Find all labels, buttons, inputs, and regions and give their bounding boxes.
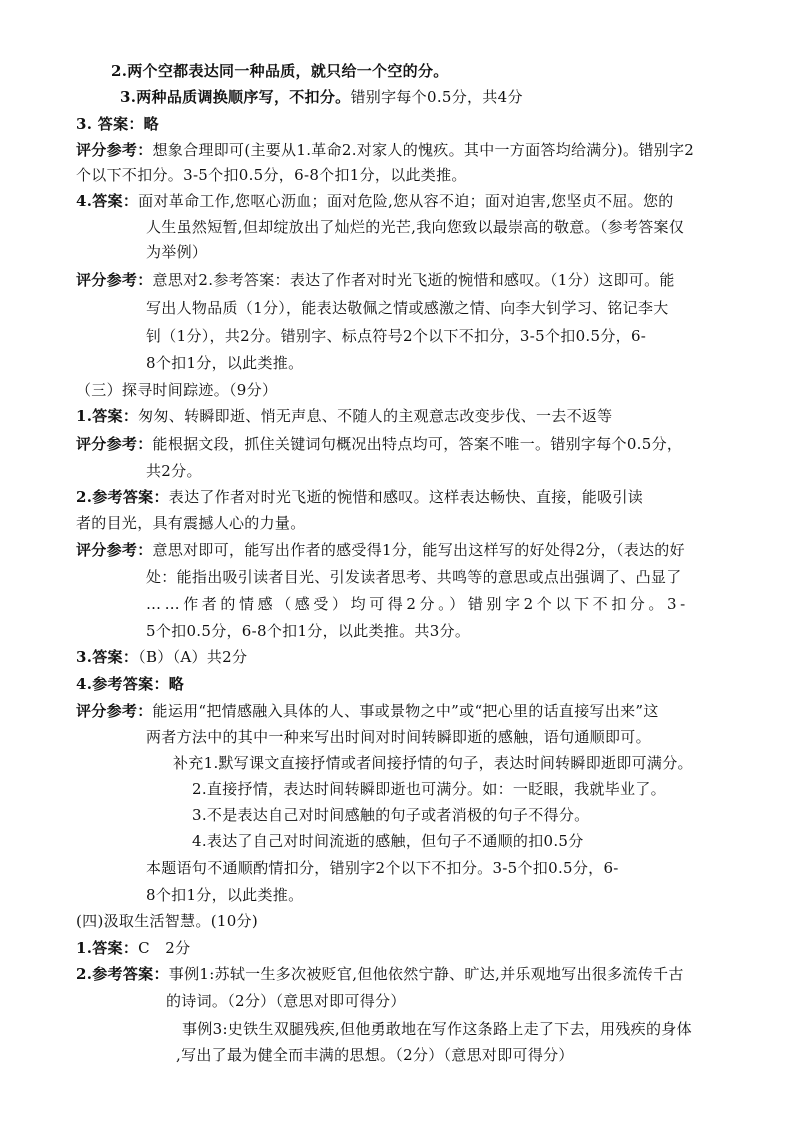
scoring-text: 想象合理即可(主要从1.革命2.对家人的愧疚。其中一方面答均给满分)。错别字2 <box>152 141 695 159</box>
grading-note-2: 2.两个空都表达同一种品质，就只给一个空的分。 <box>111 62 449 80</box>
q4-answer-line1 <box>76 191 674 211</box>
q3-answer: 3. 答案：略 <box>76 115 159 133</box>
s3-q4-scoring-line2: 两者方法中的其中一种来写出时间对时间转瞬即逝的感触，语句通顺即可。 <box>146 728 651 746</box>
q4-scoring-line1 <box>76 270 675 290</box>
answer-label: 2.参考答案： <box>76 965 169 983</box>
scoring-text: 意思对即可，能写出作者的感受得1分，能写出这样写的好处得2分，（表达的好 <box>152 541 685 559</box>
answer-label: 3.答案： <box>76 648 139 666</box>
s3-q1-answer <box>76 406 612 426</box>
s4-q2-example3-line2: ,写出了最为健全而丰满的思想。（2分）（意思对即可得分） <box>176 1046 574 1064</box>
s4-q1-answer <box>76 938 190 958</box>
supplement-note-line1: 本题语句不通顺酌情扣分，错别字2个以下不扣分。3-5个扣0.5分，6- <box>146 859 619 877</box>
q4-answer-line2: 人生虽然短暂,但却绽放出了灿烂的光芒,我向您致以最崇高的敬意。（参考答案仅 <box>146 218 685 236</box>
q3-scoring-line2: 个以下不扣分。3-5个扣0.5分，6-8个扣1分，以此类推。 <box>76 166 467 184</box>
s3-q4-scoring-line1 <box>76 701 659 721</box>
section-4-heading: (四)汲取生活智慧。(10分) <box>76 912 258 930</box>
s3-q3-answer <box>76 647 247 667</box>
scoring-label: 评分参考： <box>76 541 153 559</box>
answer-label: 1.答案： <box>76 939 139 957</box>
scoring-label: 评分参考： <box>76 702 153 720</box>
grading-note-3 <box>120 87 523 107</box>
scoring-text: 能根据文段，抓住关键词句概况出特点均可，答案不唯一。错别字每个0.5分， <box>152 435 683 453</box>
s3-q2-scoring-line4: 5个扣0.5分，6-8个扣1分，以此类推。共3分。 <box>146 622 471 640</box>
answer-text: 事例1:苏轼一生多次被贬官,但他依然宁静、旷达,并乐观地写出很多流传千古 <box>168 965 684 983</box>
answer-text: 表达了作者对时光飞逝的惋惜和感叹。这样表达畅快、直接，能吸引读 <box>168 488 644 506</box>
q4-scoring-line3: 钊（1分），共2分。错别字、标点符号2个以下不扣分，3-5个扣0.5分，6- <box>146 327 647 345</box>
answer-label: 4.答案： <box>76 192 139 210</box>
s3-q2-scoring-line1 <box>76 540 685 560</box>
grading-note-3-bold: 3.两种品质调换顺序写，不扣分。 <box>120 88 351 106</box>
answer-text: 面对革命工作,您呕心沥血；面对危险,您从容不迫；面对迫害,您坚贞不屈。您的 <box>138 192 674 210</box>
grading-note-3-rest: 错别字每个0.5分，共4分 <box>350 88 523 106</box>
s3-q2-scoring-line3: ……作者的情感（感受）均可得2分。）错别字2个以下不扣分。3- <box>146 595 689 613</box>
q4-answer-line3: 为举例） <box>146 243 208 261</box>
scoring-text: 意思对2.参考答案：表达了作者对时光飞逝的惋惜和感叹。（1分）这即可。能 <box>152 271 675 289</box>
supplement-3: 3.不是表达自己对时间感触的句子或者消极的句子不得分。 <box>192 806 590 824</box>
answer-text: C 2分 <box>138 939 191 957</box>
s3-q2-answer-line2: 者的目光，具有震撼人心的力量。 <box>76 514 306 532</box>
scoring-label: 评分参考： <box>76 141 153 159</box>
s3-q4-answer: 4.参考答案：略 <box>76 675 185 693</box>
scoring-text: 能运用“把情感融入具体的人、事或景物之中”或“把心里的话直接写出来”这 <box>152 702 659 720</box>
s3-q1-scoring-line1 <box>76 434 682 454</box>
answer-text: （B）（A）共2分 <box>138 648 248 666</box>
s3-q2-scoring-line2: 处：能指出吸引读者目光、引发读者思考、共鸣等的意思或点出强调了、凸显了 <box>146 568 682 586</box>
answer-label: 2.参考答案： <box>76 488 169 506</box>
scoring-label: 评分参考： <box>76 271 153 289</box>
supplement-1: 补充1.默写课文直接抒情或者间接抒情的句子，表达时间转瞬即逝即可满分。 <box>173 754 693 772</box>
q3-scoring-line1 <box>76 140 694 160</box>
supplement-note-line2: 8个扣1分，以此类推。 <box>146 886 304 904</box>
supplement-2: 2.直接抒情，表达时间转瞬即逝也可满分。如：一眨眼，我就毕业了。 <box>192 780 666 798</box>
s4-q2-answer-line2: 的诗词。（2分）（意思对即可得分） <box>166 992 406 1010</box>
q4-scoring-line2: 写出人物品质（1分），能表达敬佩之情或感激之情、向李大钊学习、铭记李大 <box>146 299 669 317</box>
s3-q2-answer-line1 <box>76 487 643 507</box>
s4-q2-example3-line1: 事例3:史铁生双腿残疾,但他勇敢地在写作这条路上走了下去，用残疾的身体 <box>182 1020 692 1038</box>
section-3-heading: （三）探寻时间踪迹。（9分） <box>76 381 278 399</box>
answer-text: 匆匆、转瞬即逝、悄无声息、不随人的主观意志改变步伐、一去不返等 <box>138 407 613 425</box>
s4-q2-answer-line1 <box>76 964 684 984</box>
q4-scoring-line4: 8个扣1分，以此类推。 <box>146 354 304 372</box>
answer-label: 1.答案： <box>76 407 139 425</box>
supplement-4: 4.表达了自己对时间流逝的感触，但句子不通顺的扣0.5分 <box>192 832 584 850</box>
s3-q1-scoring-line2: 共2分。 <box>146 462 202 480</box>
scoring-label: 评分参考： <box>76 435 153 453</box>
